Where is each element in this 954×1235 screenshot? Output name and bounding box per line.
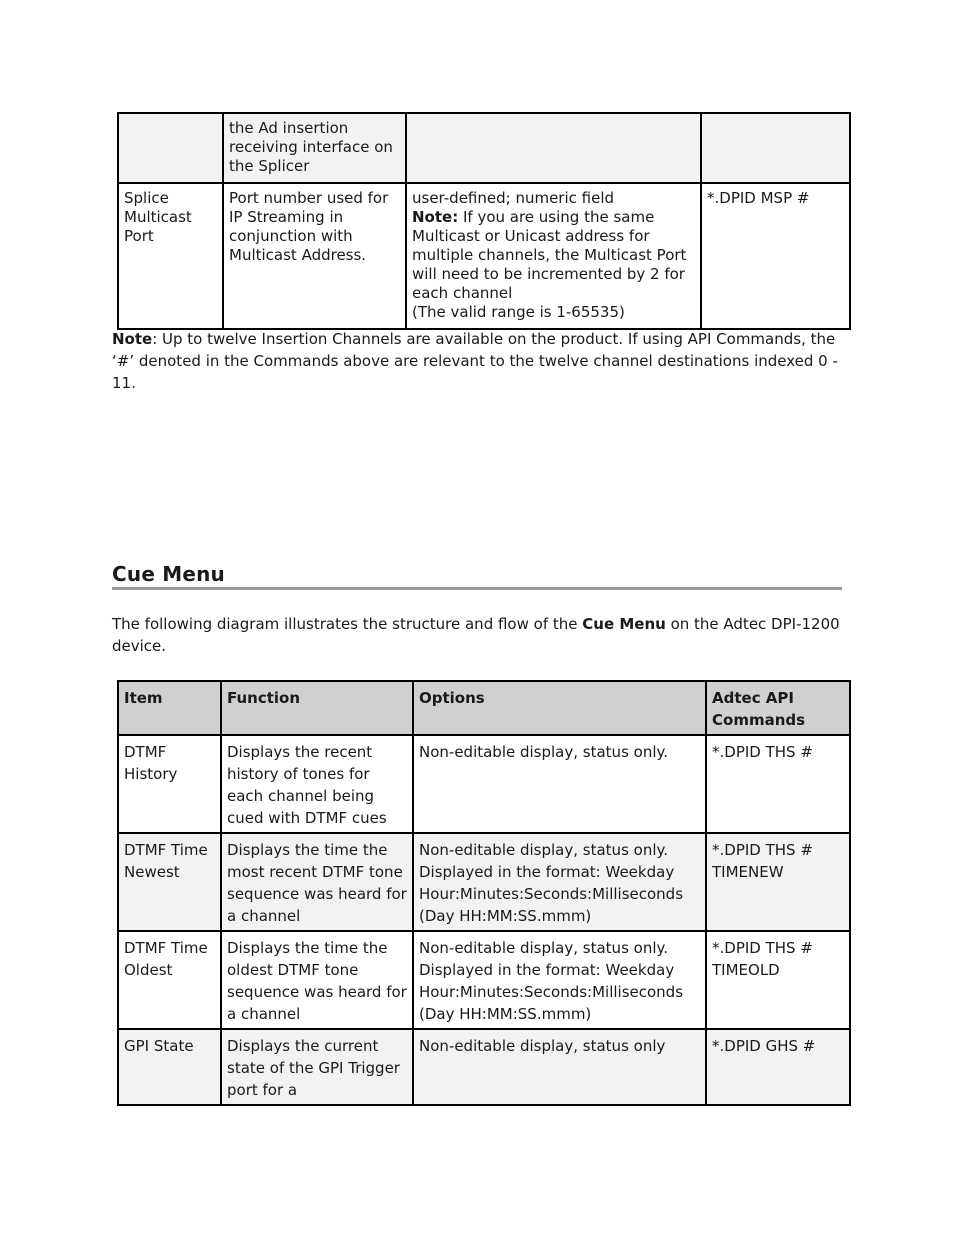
options-note-text: If you are using the same Multicast or Unicast address for multiple channels, the Multicast Port will need to be incremented by 2 for each channel [412, 208, 687, 302]
header-commands: Adtec API Commands [706, 681, 850, 735]
item-cell: Splice Multicast Port [118, 183, 223, 329]
options-cell [406, 183, 701, 329]
item-cell: DTMF Time Oldest [118, 931, 221, 1029]
options-cell: Non-editable display, status only. Displayed in the format: Weekday Hour:Minutes:Seconds:Milliseconds (Day HH:MM:SS.mmm) [413, 833, 706, 931]
intro-text-before: The following diagram illustrates the structure and flow of the [112, 615, 583, 633]
header-options: Options [413, 681, 706, 735]
splicer-settings-table [117, 112, 851, 330]
table-row [118, 113, 850, 183]
options-cell: Non-editable display, status only. [413, 735, 706, 833]
function-cell: Port number used for IP Streaming in conjunction with Multicast Address. [223, 183, 406, 329]
command-cell: *.DPID THS # TIMENEW [706, 833, 850, 931]
table-row [118, 183, 850, 329]
function-cell: Displays the time the most recent DTMF tone sequence was heard for a channel [221, 833, 413, 931]
command-cell [701, 113, 850, 183]
item-cell [118, 113, 223, 183]
function-cell: Displays the current state of the GPI Trigger port for a [221, 1029, 413, 1105]
table-row [118, 1029, 850, 1105]
note-label: Note [112, 330, 153, 348]
item-cell: GPI State [118, 1029, 221, 1105]
intro-text-after: on the Adtec DPI-1200 device. [112, 615, 840, 655]
header-function: Function [221, 681, 413, 735]
function-cell: Displays the time the oldest DTMF tone sequence was heard for a channel [221, 931, 413, 1029]
options-range-text: (The valid range is 1-65535) [412, 303, 625, 321]
options-cell: Non-editable display, status only [413, 1029, 706, 1105]
cue-menu-table [117, 680, 851, 1106]
command-cell: *.DPID GHS # [706, 1029, 850, 1105]
table-row [118, 735, 850, 833]
command-cell: *.DPID THS # TIMEOLD [706, 931, 850, 1029]
options-cell: Non-editable display, status only. Displayed in the format: Weekday Hour:Minutes:Seconds:Milliseconds (Day HH:MM:SS.mmm) [413, 931, 706, 1029]
insertion-channels-note [112, 328, 852, 394]
heading-divider [112, 587, 842, 590]
command-cell: *.DPID MSP # [701, 183, 850, 329]
section-heading: Cue Menu [112, 562, 225, 586]
function-cell: the Ad insertion receiving interface on the Splicer [223, 113, 406, 183]
options-note-label: Note: [412, 208, 459, 226]
options-cell [406, 113, 701, 183]
header-item: Item [118, 681, 221, 735]
table-header-row [118, 681, 850, 735]
command-cell: *.DPID THS # [706, 735, 850, 833]
item-cell: DTMF Time Newest [118, 833, 221, 931]
options-note [412, 208, 696, 303]
table-row [118, 931, 850, 1029]
note-text: : Up to twelve Insertion Channels are available on the product. If using API Commands, the ‘#’ denoted in the Commands above are relevant to the twelve channel destinations indexed 0 - 11. [112, 330, 838, 392]
options-main-text: user-defined; numeric field [412, 189, 615, 207]
table-row [118, 833, 850, 931]
intro-paragraph [112, 613, 852, 657]
intro-text-bold: Cue Menu [582, 615, 666, 633]
item-cell: DTMF History [118, 735, 221, 833]
function-cell: Displays the recent history of tones for each channel being cued with DTMF cues [221, 735, 413, 833]
